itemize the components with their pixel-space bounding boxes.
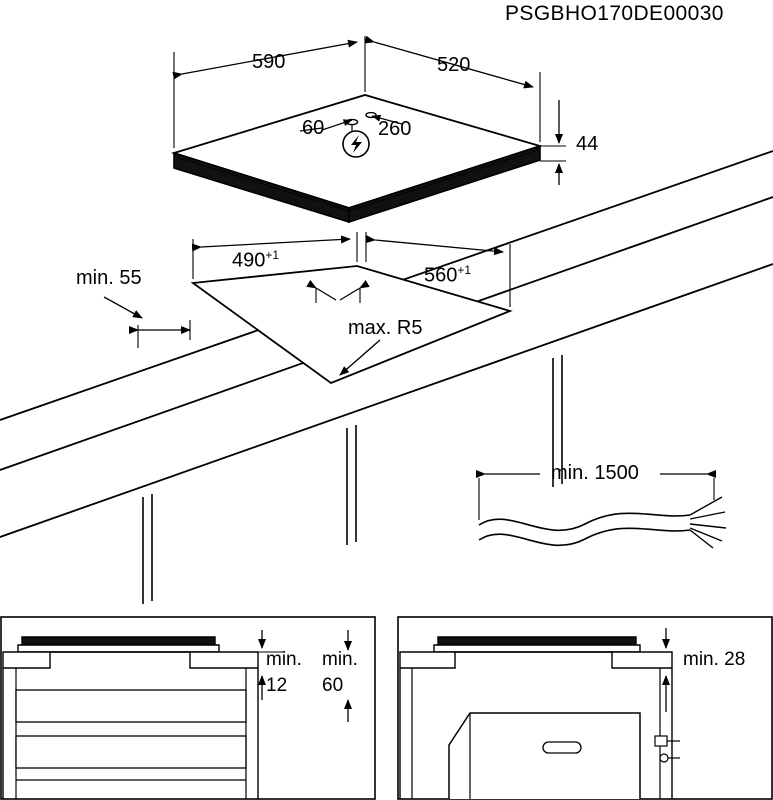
label-appliance-width: 590 xyxy=(252,51,286,73)
cutout-width-tolerance: +1 xyxy=(265,248,280,262)
oven-section-view xyxy=(398,617,772,799)
drawer-section-view xyxy=(1,617,375,799)
label-clearance-below-value: 60 xyxy=(322,675,344,696)
label-oven-clearance: min. 28 xyxy=(683,649,746,670)
dimension-44 xyxy=(540,100,566,185)
label-corner-radius: max. R5 xyxy=(348,317,423,339)
hob-top-surface xyxy=(174,95,540,222)
cabinet-supports xyxy=(143,355,562,604)
label-worktop-thickness-value: 12 xyxy=(266,675,288,696)
dimension-min-55 xyxy=(104,297,190,348)
label-connection-distance: 260 xyxy=(378,118,412,140)
cutout-depth-tolerance: +1 xyxy=(457,263,472,277)
label-appliance-depth: 520 xyxy=(437,54,471,76)
cutout-depth-value: 560 xyxy=(424,264,458,287)
supply-cable xyxy=(479,497,726,548)
label-worktop-thickness: min. xyxy=(266,649,302,670)
label-appliance-height: 44 xyxy=(576,133,599,155)
label-cable-length: min. 1500 xyxy=(551,462,639,484)
label-connection-offset: 60 xyxy=(302,117,325,139)
electrical-supply-icon xyxy=(343,131,369,157)
label-edge-distance: min. 55 xyxy=(76,267,142,289)
label-cutout-depth xyxy=(424,264,471,286)
label-cutout-width xyxy=(232,249,279,271)
cutout-width-value: 490 xyxy=(232,249,266,272)
label-clearance-below: min. xyxy=(322,649,358,670)
document-code: PSGBHO170DE00030 xyxy=(505,2,724,25)
